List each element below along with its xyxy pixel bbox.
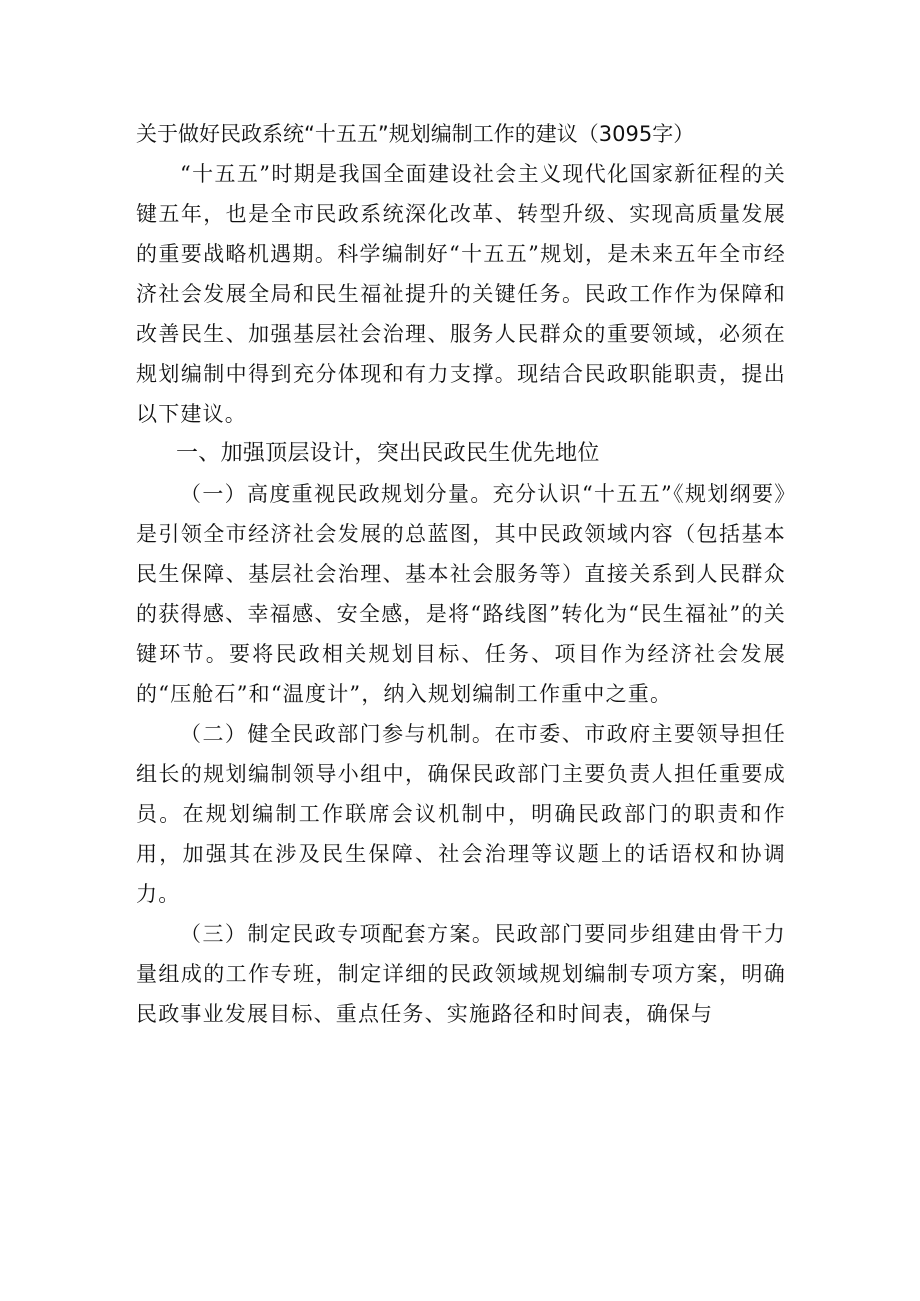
section-1-item-3: （三）制定民政专项配套方案。民政部门要同步组建由骨干力量组成的工作专班，制定详细的民政领域规划编制专项方案，明确民政事业发展目标、重点任务、实施路径和时间表，确保与 <box>136 922 786 1026</box>
document-body <box>136 114 786 1034</box>
section-1-item-1: （一）高度重视民政规划分量。充分认识“十五五”《规划纲要》是引领全市经济社会发展的总蓝图，其中民政领域内容（包括基本民生保障、基层社会治理、基本社会服务等）直接关系到人民群众的获得感、幸福感、安全感，是将“路线图”转化为“民生福祉”的关键环节。要将民政相关规划目标、任务、项目作为经济社会发展的“压舱石”和“温度计”，纳入规划编制工作重中之重。 <box>136 482 786 706</box>
section-1-heading: 一、加强顶层设计，突出民政民生优先地位 <box>176 441 600 466</box>
section-1-item-2: （二）健全民政部门参与机制。在市委、市政府主要领导担任组长的规划编制领导小组中，确保民政部门主要负责人担任重要成员。在规划编制工作联席会议机制中，明确民政部门的职责和作用，加强其在涉及民生保障、社会治理等议题上的话语权和协调力。 <box>136 722 786 906</box>
intro-paragraph: “十五五”时期是我国全面建设社会主义现代化国家新征程的关键五年，也是全市民政系统深化改革、转型升级、实现高质量发展的重要战略机遇期。科学编制好“十五五”规划，是未来五年全市经济社会发展全局和民生福祉提升的关键任务。民政工作作为保障和改善民生、加强基层社会治理、服务人民群众的重要领域，必须在规划编制中得到充分体现和有力支撑。现结合民政职能职责，提出以下建议。 <box>136 162 786 426</box>
document-title: 关于做好民政系统“十五五”规划编制工作的建议（3095字） <box>136 122 695 146</box>
